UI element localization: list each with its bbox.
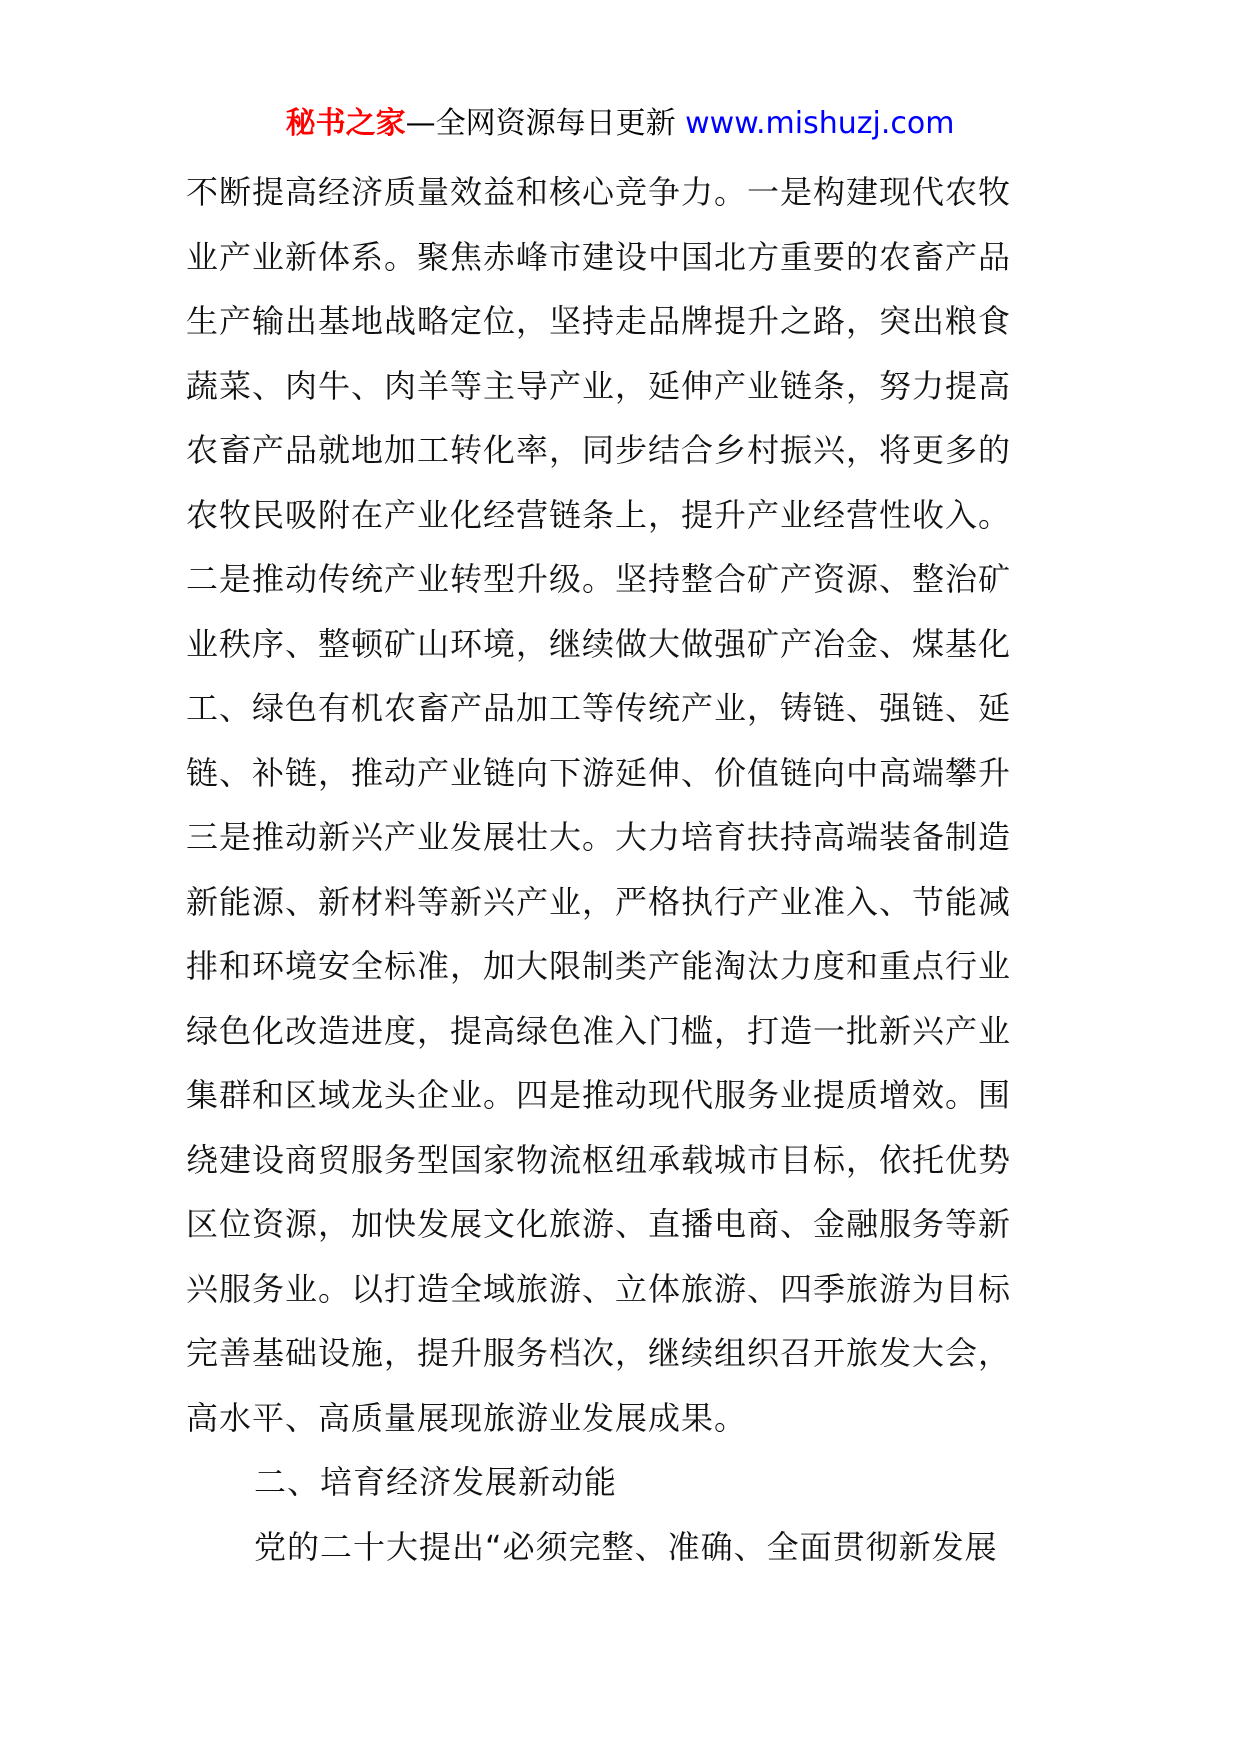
header-tagline: —全网资源每日更新 <box>405 106 676 141</box>
body-line: 兴服务业。以打造全域旅游、立体旅游、四季旅游为目标 <box>186 1269 1012 1308</box>
body-line: 高水平、高质量展现旅游业发展成果。 <box>186 1398 748 1437</box>
section-first-line: 党的二十大提出“必须完整、准确、全面贯彻新发展 <box>254 1527 998 1566</box>
body-line: 业产业新体系。聚焦赤峰市建设中国北方重要的农畜产品 <box>186 237 1012 276</box>
body-line: 绿色化改造进度，提高绿色准入门槛，打造一批新兴产业 <box>186 1011 1012 1050</box>
body-line: 完善基础设施，提升服务档次，继续组织召开旅发大会， <box>186 1334 1012 1372</box>
body-line: 排和环境安全标准，加大限制类产能淘汰力度和重点行业 <box>186 947 1012 985</box>
body-line: 区位资源，加快发展文化旅游、直播电商、金融服务等新 <box>186 1205 1012 1243</box>
body-line: 新能源、新材料等新兴产业，严格执行产业准入、节能减 <box>186 882 1012 921</box>
body-line: 绕建设商贸服务型国家物流枢纽承载城市目标，依托优势 <box>186 1140 1012 1179</box>
body-line: 三是推动新兴产业发展壮大。大力培育扶持高端装备制造 <box>186 818 1012 856</box>
body-line: 链、补链，推动产业链向下游延伸、价值链向中高端攀升 <box>186 753 1012 792</box>
section-heading: 二、培育经济发展新动能 <box>254 1463 618 1501</box>
body-line: 不断提高经济质量效益和核心竞争力。一是构建现代农牧 <box>186 173 1012 211</box>
document-body <box>186 160 1056 1579</box>
body-line: 业秩序、整顿矿山环境，继续做大做强矿产冶金、煤基化 <box>186 624 1012 663</box>
brand-name: 秘书之家 <box>285 106 406 141</box>
site-header <box>0 104 1240 144</box>
body-line: 蔬菜、肉牛、肉羊等主导产业，延伸产业链条，努力提高 <box>186 366 1012 405</box>
body-line: 农牧民吸附在产业化经营链条上，提升产业经营性收入。 <box>186 495 1012 534</box>
body-line: 二是推动传统产业转型升级。坚持整合矿产资源、整治矿 <box>186 560 1012 598</box>
body-line: 农畜产品就地加工转化率，同步结合乡村振兴，将更多的 <box>186 431 1012 469</box>
body-line: 工、绿色有机农畜产品加工等传统产业，铸链、强链、延 <box>186 689 1012 727</box>
site-url-link[interactable]: www.mishuzj.com <box>685 106 955 141</box>
body-line: 集群和区域龙头企业。四是推动现代服务业提质增效。围 <box>186 1076 1012 1114</box>
body-line: 生产输出基地战略定位，坚持走品牌提升之路，突出粮食 <box>186 302 1012 340</box>
